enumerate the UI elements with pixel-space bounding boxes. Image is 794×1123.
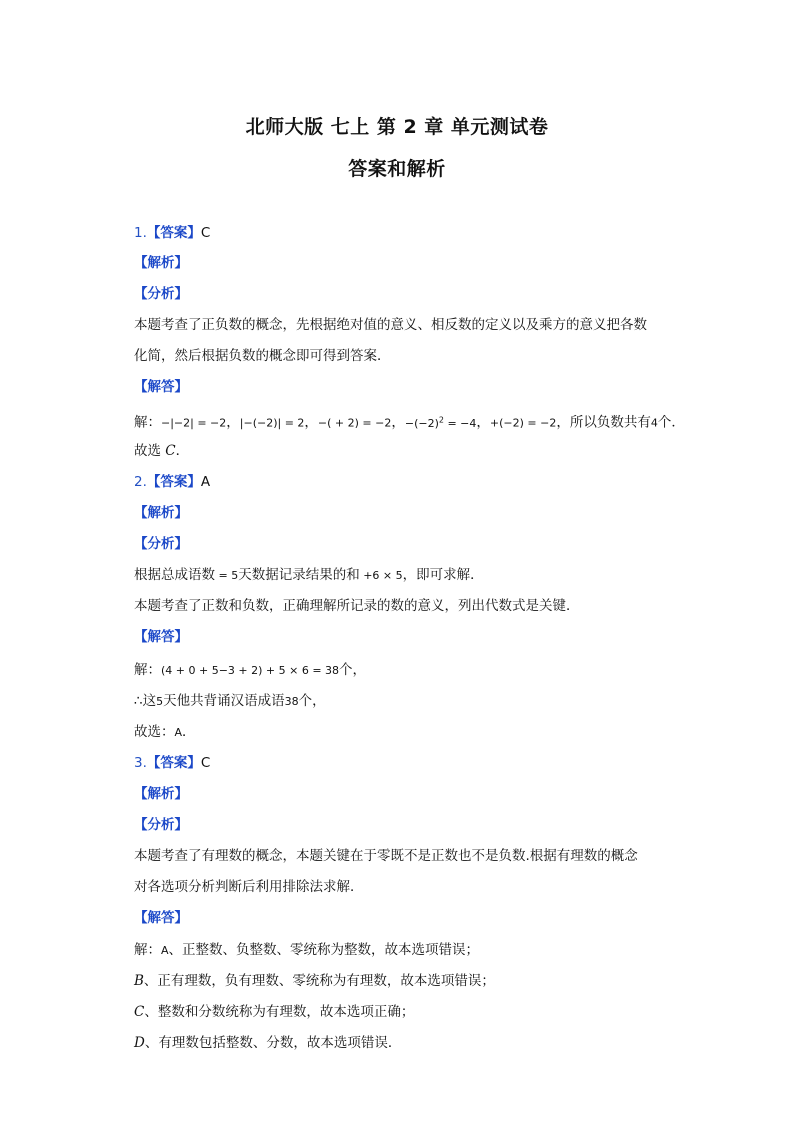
q2-choose-letter: A	[174, 726, 183, 739]
q1-sep-1: ，	[226, 414, 240, 431]
q3-answer-line	[134, 753, 210, 773]
q1-choose-prefix: 故选	[134, 443, 166, 459]
q1-choose-letter: C	[165, 443, 176, 459]
q1-sep-3: ，	[391, 414, 405, 431]
q2-solution-line-1: 解：(4 + 0 + 5−3 + 2) + 5 × 6 = 38个，	[134, 662, 367, 678]
q3-fenxi-label: 【分析】	[134, 817, 188, 833]
q1-number: 1.	[134, 225, 147, 241]
q1-answer-line	[134, 223, 210, 243]
q1-answer: C	[200, 225, 211, 241]
q2-number: 2.	[134, 474, 147, 490]
q1-expr-1: −|−2| = −2	[161, 416, 227, 430]
q2-fenxi-label: 【分析】	[134, 536, 188, 552]
q2-analysis-line-2: 本题考查了正数和负数，正确理解所记录的数的意义，列出代数式是关键．	[134, 598, 580, 614]
q1-expr-3: −( + 2) = −2	[317, 416, 392, 430]
answer-label: 【答案】	[146, 474, 201, 490]
q2-jiexi-label: 【解析】	[134, 505, 188, 521]
q3-solution-line-4: D、有理数包括整数、分数，故本选项错误．	[134, 1035, 402, 1051]
q1-fenxi-label: 【分析】	[134, 286, 188, 302]
q1-sol-tail: ，所以负数共有	[556, 414, 651, 431]
q2-analysis-line-1: 根据总成语数 = 5天数据记录结果的和 +6 × 5，即可求解．	[134, 567, 484, 583]
q1-choose-end: ．	[175, 443, 190, 459]
q2-choose-line: 故选：A．	[134, 724, 196, 740]
q1-count: 4	[650, 416, 658, 430]
q1-expr-2: |−(−2)| = 2	[239, 416, 305, 430]
q3-solution-line-1: 解：A、正整数、负整数、零统称为整数，故本选项错误；	[134, 942, 480, 958]
q3-solution-line-2: B、正有理数，负有理数、零统称为有理数，故本选项错误；	[134, 973, 495, 989]
q1-sep-4: ，	[476, 414, 490, 431]
q1-sol-prefix: 解：	[134, 414, 161, 431]
q3-jiexi-label: 【解析】	[134, 786, 188, 802]
q3-analysis-line-1: 本题考查了有理数的概念，本题关键在于零既不是正数也不是负数.根据有理数的概念	[134, 848, 638, 864]
q1-sol-end: 个．	[657, 414, 685, 431]
q1-analysis-line-2: 化简，然后根据负数的概念即可得到答案．	[134, 348, 391, 364]
q1-expr-4: $-(-2)^2 = -4$	[404, 415, 477, 430]
q3-jieda-label: 【解答】	[134, 910, 188, 926]
page-subtitle: 答案和解析	[348, 158, 446, 180]
q3-solution-line-3: C、整数和分数统称为有理数，故本选项正确；	[134, 1004, 415, 1020]
q3-analysis-line-2: 对各选项分析判断后利用排除法求解．	[134, 879, 364, 895]
q3-number: 3.	[134, 755, 147, 771]
q1-expr-5: +(−2) = −2	[489, 416, 557, 430]
q1-solution-line	[134, 410, 685, 434]
q1-jieda-label: 【解答】	[134, 379, 188, 395]
q3-answer: C	[200, 755, 211, 771]
q2-answer: A	[200, 474, 211, 490]
q1-choose-line	[134, 441, 189, 461]
q2-answer-line	[134, 472, 210, 492]
answer-label: 【答案】	[146, 755, 201, 771]
q2-jieda-label: 【解答】	[134, 629, 188, 645]
page-title: 北师大版 七上 第 2 章 单元测试卷	[245, 116, 549, 138]
answer-label: 【答案】	[146, 225, 201, 241]
q1-jiexi-label: 【解析】	[134, 255, 188, 271]
q2-solution-line-2: ∴这5天他共背诵汉语成语38个，	[134, 693, 326, 709]
q1-analysis-line-1: 本题考查了正负数的概念，先根据绝对值的意义、相反数的定义以及乘方的意义把各数	[134, 317, 647, 333]
q1-sep-2: ，	[304, 414, 318, 431]
